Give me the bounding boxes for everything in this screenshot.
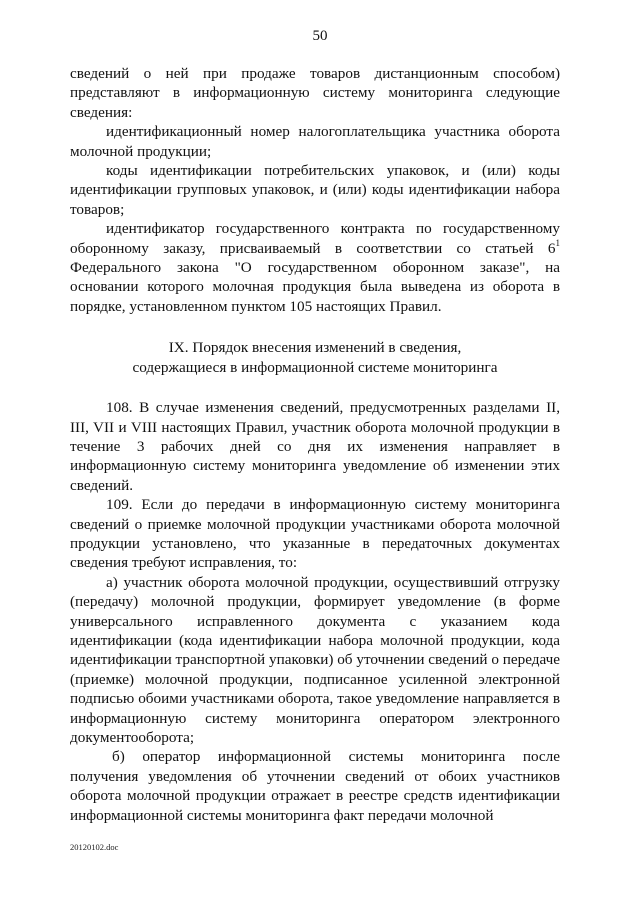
list-item: 109. Если до передачи в информационную систему мониторинга сведений о приемке молочной продукции участниками оборота молочной продукции установлено, что указанные в передаточных документах сведения требуют исправления, то: <box>70 496 560 572</box>
section-heading-line: содержащиеся в информационной системе мониторинга <box>132 358 498 376</box>
section-heading <box>70 338 560 377</box>
footnote-marker: 1 <box>555 237 560 248</box>
paragraph-text: идентификатор государственного контракта по государственному оборонному заказу, присваиваемый в соответствии со статьей 6 <box>70 220 560 257</box>
section-heading-line: IX. Порядок внесения изменений в сведения, <box>168 339 462 357</box>
page-number: 50 <box>312 28 328 44</box>
list-item: б) оператор информационной системы мониторинга после получения уведомления об уточнении сведений от обоих участников оборота молочной продукции отражает в реестре средств идентификации информационной системы мониторинга факт передачи молочной <box>70 748 560 824</box>
list-item: а) участник оборота молочной продукции, осуществивший отгрузку (передачу) молочной продукции, формирует уведомление (в форме универсального исправленного документа с указанием кода идентификации (кода идентификации набора молочной продукции, кода идентификации транспортной упаковки) об уточнении сведений о передаче (приемке) молочной продукции, подписанное усиленной электронной подписью обоими участниками оборота, такое уведомление направляется в информационную систему мониторинга оператором электронного документооборота; <box>70 573 560 746</box>
paragraph: идентификационный номер налогоплательщика участника оборота молочной продукции; <box>70 123 560 160</box>
paragraph: коды идентификации потребительских упаковок, и (или) коды идентификации групповых упаковок, и (или) коды идентификации набора товаров; <box>70 162 560 218</box>
document-body <box>70 64 560 825</box>
file-footer: 20120102.doc <box>70 842 119 852</box>
paragraph <box>70 219 560 316</box>
paragraph: сведений о ней при продаже товаров дистанционным способом) представляют в информационную систему мониторинга следующие сведения: <box>70 65 560 121</box>
list-item: 108. В случае изменения сведений, предусмотренных разделами II, III, VII и VIII настоящих Правил, участник оборота молочной продукции в течение 3 рабочих дней со дня их изменения направляет в информационную систему мониторинга уведомление об изменении этих сведений. <box>70 399 560 494</box>
paragraph-text: Федерального закона "О государственном оборонном заказе", на основании которого молочная продукция была выведена из оборота в порядке, установленном пунктом 105 настоящих Правил. <box>70 259 560 315</box>
